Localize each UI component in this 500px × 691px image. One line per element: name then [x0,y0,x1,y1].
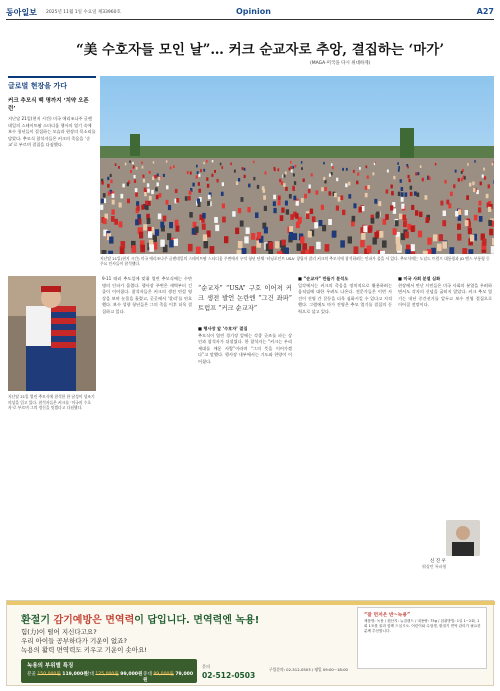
ad-box-title: “잘 먼저은 반~녹용” [364,613,411,618]
ad-phone-number[interactable]: 02-512-0503 [202,671,256,680]
pull-quote: “순교자” “USA” 구호 이어져 커크 생전 발언 논란엔 “그건 좌파” 트럼프 “커크 순교자” [198,285,292,312]
article-text: 일각에서는 커크의 죽음을 정치적으로 활용하려는 움직임에 대한 우려도 나온다. 전문가들은 이번 사건이 진영 간 갈등을 더욱 심화시킬 수 있다고 지적했다. 그럼에도 마가 진영은 추모 열기를 결집의 동력으로 삼고 있다. [298,282,392,314]
article-subheading: ■ “순교자” 만들기 분석도 [298,276,349,281]
ad-card-label: 녹용의 부위별 특징 [27,663,74,669]
dateline: 2025년 11월 1일 수요일 제33960호 [46,10,121,15]
ad-question-2: 우리 아이들 공부하다가 기운이 없죠? [21,637,127,645]
article-subheading: ■ 미국 사회 분열 심화 [398,276,441,281]
page-number: A27 [476,7,494,16]
ad-headline [21,611,259,626]
ad-price-card [21,659,197,683]
article-column-2 [198,276,292,365]
main-photo-caption: 지난달 21일(현지 시간) 미국 애리조나주 글렌데일의 스테이트팜 스타디움 주변에서 우익 청년 단체 ‘터닝포인트 USA’ 창립자 찰리 커크의 추모식에 참석하려는 인파가 줄을 서 있다. 추모식에는 도널드 트럼프 대통령과 JD 밴스 부통령 등 주요 인사들이 참석했다. [100,256,490,267]
secondary-photo-caption: 지난달 21일 열린 추모식에 참석한 한 남성이 성조기 의상을 입고 있다. 참석자들은 커크를 ‘미국의 수호자’로 부르며 그의 정신을 잇겠다고 다짐했다. [8,394,95,411]
sidebar-title: 커크 추모식 백 명까지 ‘치약 오픈런’ [8,98,89,112]
main-photo [100,76,494,254]
ad-price-3 [143,671,197,683]
ad-question-3: 녹용의 활력 면역력도 키우고 기운이 솟아요! [21,646,147,654]
article-text: 9·11 테러 추도일에 맞춰 열린 추모식에는 수만 명의 인파가 몰렸다. 행사장 주변은 새벽부터 긴 줄이 이어졌다. 참석자들은 커크의 생전 연설 영상을 보며 눈물을 흘렸고, 곳곳에서 ‘찰리’를 연호했다. 보수 성향 청년들은 그의 죽음 이후 더욱 결집하고 있다. [102,276,192,314]
article-column-3 [298,276,392,315]
ad-price-part: 상대 [85,672,94,677]
article-column-1 [102,276,192,315]
ad-price-part: 분골 [27,672,36,677]
article-headline: “美 수호자들 모인 날”… 커크 순교자로 추앙, 결집하는 ‘마가’ [75,42,445,58]
ad-price-2 [85,671,142,677]
reporter-photo [446,520,480,556]
sidebar [8,76,96,149]
masthead [6,6,494,20]
article-subheading: ■ 행사장 앞 ‘수호자’ 결집 [198,326,248,331]
ad-price-old: 89,000원 [153,672,174,677]
secondary-photo [8,276,96,391]
ad-headline-b: 이 답입니다. 면역력엔 녹용! [134,615,260,626]
ad-box-body: 제품명: 녹용 / 원산지: 뉴질랜드 / 내용량: 75g / 섭취방법: 1일 1~2회, 1회 1포를 물과 함께 드십시오. 어린이와 수험생, 환절기 면역 관리가 필요한 분께 추천합니다. [364,619,481,634]
sidebar-body: 지난달 21일(현지 시간) 미국 애리조나주 글렌데일의 스테이트팜 스타디움 행사의 열기 속에 보수 청년들이 결집하는 모습과 현장의 목소리를 담았다. 추모식 참석자들은 커크의 죽음을 ‘순교’로 부르며 결집을 다짐했다. [8,116,96,148]
advertisement[interactable] [6,600,494,686]
ad-price-1 [27,671,88,677]
ad-price-part: 중대 [143,672,152,677]
reporter-name: 신 진 우 [430,559,446,564]
article-text: 추모식이 열린 경기장 앞에는 각종 굿즈를 파는 상인과 참석자가 뒤섞였다. 한 참석자는 “커크는 우리 세대를 깨운 사람”이라며 “그의 뜻을 이어가겠다”고 말했다. 행사장 내부에서는 기도와 찬양이 이어졌다. [198,332,292,364]
section-name: Opinion [236,7,271,16]
article-column-4 [398,276,492,309]
ad-price-old: 125,000원 [95,672,119,677]
ad-headline-highlight: 감기예방은 면역력 [53,615,135,626]
ad-contact-info: 구입문의: 02-512-0503 / 평일 09:00~18:00 [269,667,348,672]
ad-info-box [357,607,487,669]
ad-price-old: 150,000원 [37,672,61,677]
newspaper-brand[interactable]: 동아일보 [6,8,37,17]
ad-question-1: 힘(力)이 떨어 지신다고요? [21,628,97,636]
sidebar-box-title: 글로벌 현장을 가다 [8,76,96,94]
article-text: 현장에서 만난 시민들은 미국 사회의 분열을 우려하면서도 각자의 신념을 굽히지 않았다. 커크 추모 열기는 내년 중간선거를 앞두고 보수 진영 결집으로 이어질 전망이다. [398,282,492,307]
reporter-title: 워싱턴 특파원 [422,564,447,569]
ad-phone-label: 문의 [202,664,211,669]
article-subhead: (MAGA·미국을 다시 위대하게) [310,61,371,66]
ad-top-stripe [7,601,495,605]
ad-price-new: 79,000원 [143,672,194,683]
ad-price-new: 119,000원 [62,672,88,677]
ad-headline-a: 환절기 [21,615,54,626]
ad-price-new: 99,000원 [120,672,143,677]
